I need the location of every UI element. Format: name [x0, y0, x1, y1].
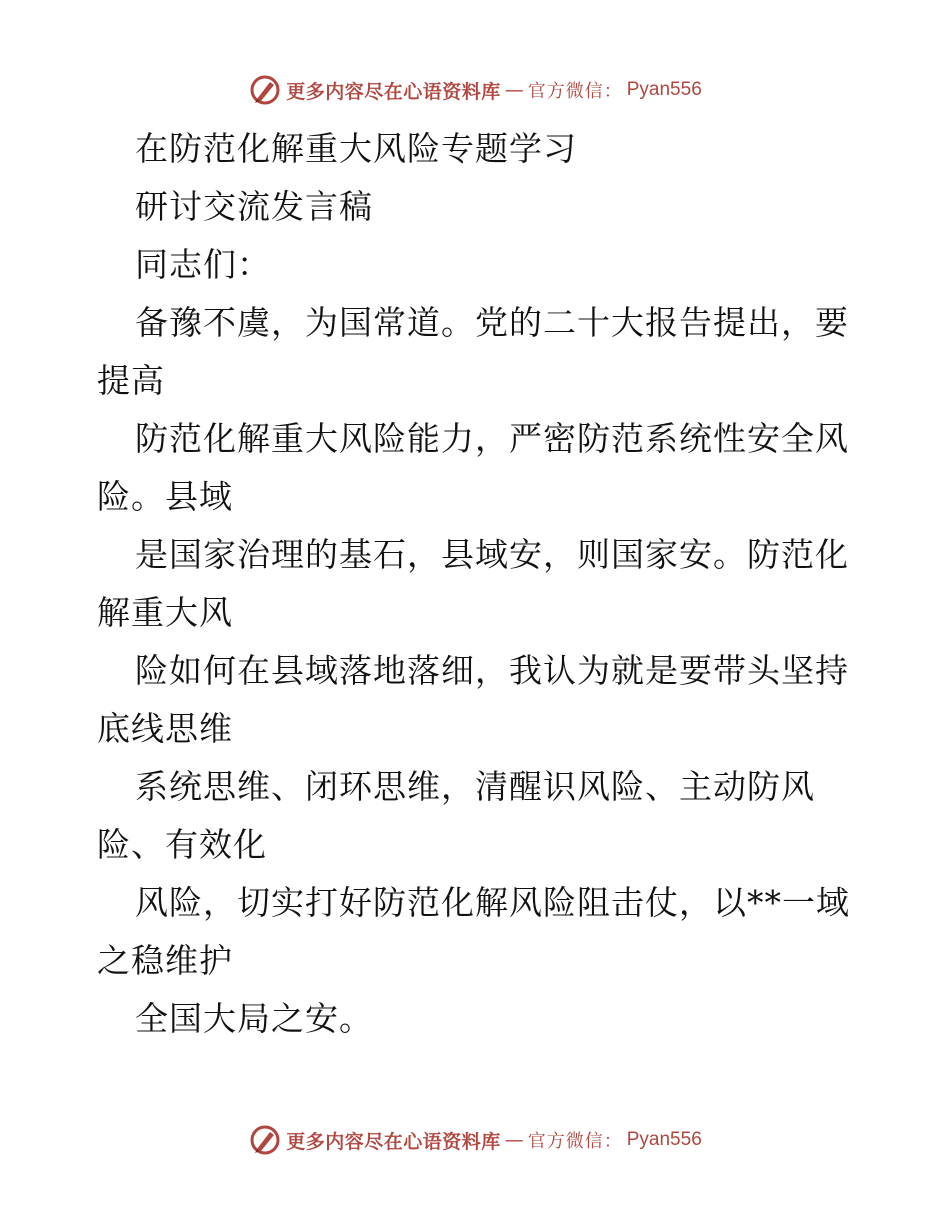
watermark-wechat-id: Pyan556: [626, 79, 702, 100]
doc-line: 研讨交流发言稿: [135, 187, 373, 226]
doc-line: 风险，切实打好防范化解风险阻击仗，以**一域: [135, 883, 850, 922]
doc-line: 系统思维、闭环思维，清醒识风险、主动防风: [135, 767, 815, 806]
watermark-brand-text: 更多内容尽在心语资料库: [286, 80, 501, 103]
pen-circle-logo-icon: [248, 1123, 282, 1157]
doc-line: 险。县域: [97, 477, 233, 516]
document-body: [97, 120, 857, 1048]
doc-line: 是国家治理的基石，县域安，则国家安。防范化: [135, 535, 849, 574]
doc-line: 同志们：: [135, 245, 271, 284]
doc-line: 在防范化解重大风险专题学习: [135, 129, 577, 168]
watermark-separator: —: [504, 1129, 524, 1151]
doc-line: 提高: [97, 361, 165, 400]
doc-line: 之稳维护: [97, 941, 233, 980]
watermark-brand-text: 更多内容尽在心语资料库: [286, 1130, 501, 1153]
doc-line: 备豫不虞，为国常道。党的二十大报告提出，要: [135, 303, 849, 342]
doc-line: 底线思维: [97, 709, 233, 748]
watermark-wechat-id: Pyan556: [626, 1129, 702, 1150]
doc-line: 防范化解重大风险能力，严密防范系统性安全风: [135, 419, 849, 458]
watermark-separator: —: [504, 79, 524, 101]
watermark-label: 官方微信：: [527, 81, 623, 102]
watermark-label: 官方微信：: [527, 1131, 623, 1152]
doc-line: 解重大风: [97, 593, 233, 632]
header-watermark: [0, 70, 950, 110]
pen-circle-logo-icon: [248, 73, 282, 107]
footer-watermark: [0, 1120, 950, 1160]
doc-line: 险如何在县域落地落细，我认为就是要带头坚持: [135, 651, 849, 690]
doc-line: 全国大局之安。: [135, 999, 373, 1038]
doc-line: 险、有效化: [97, 825, 267, 864]
